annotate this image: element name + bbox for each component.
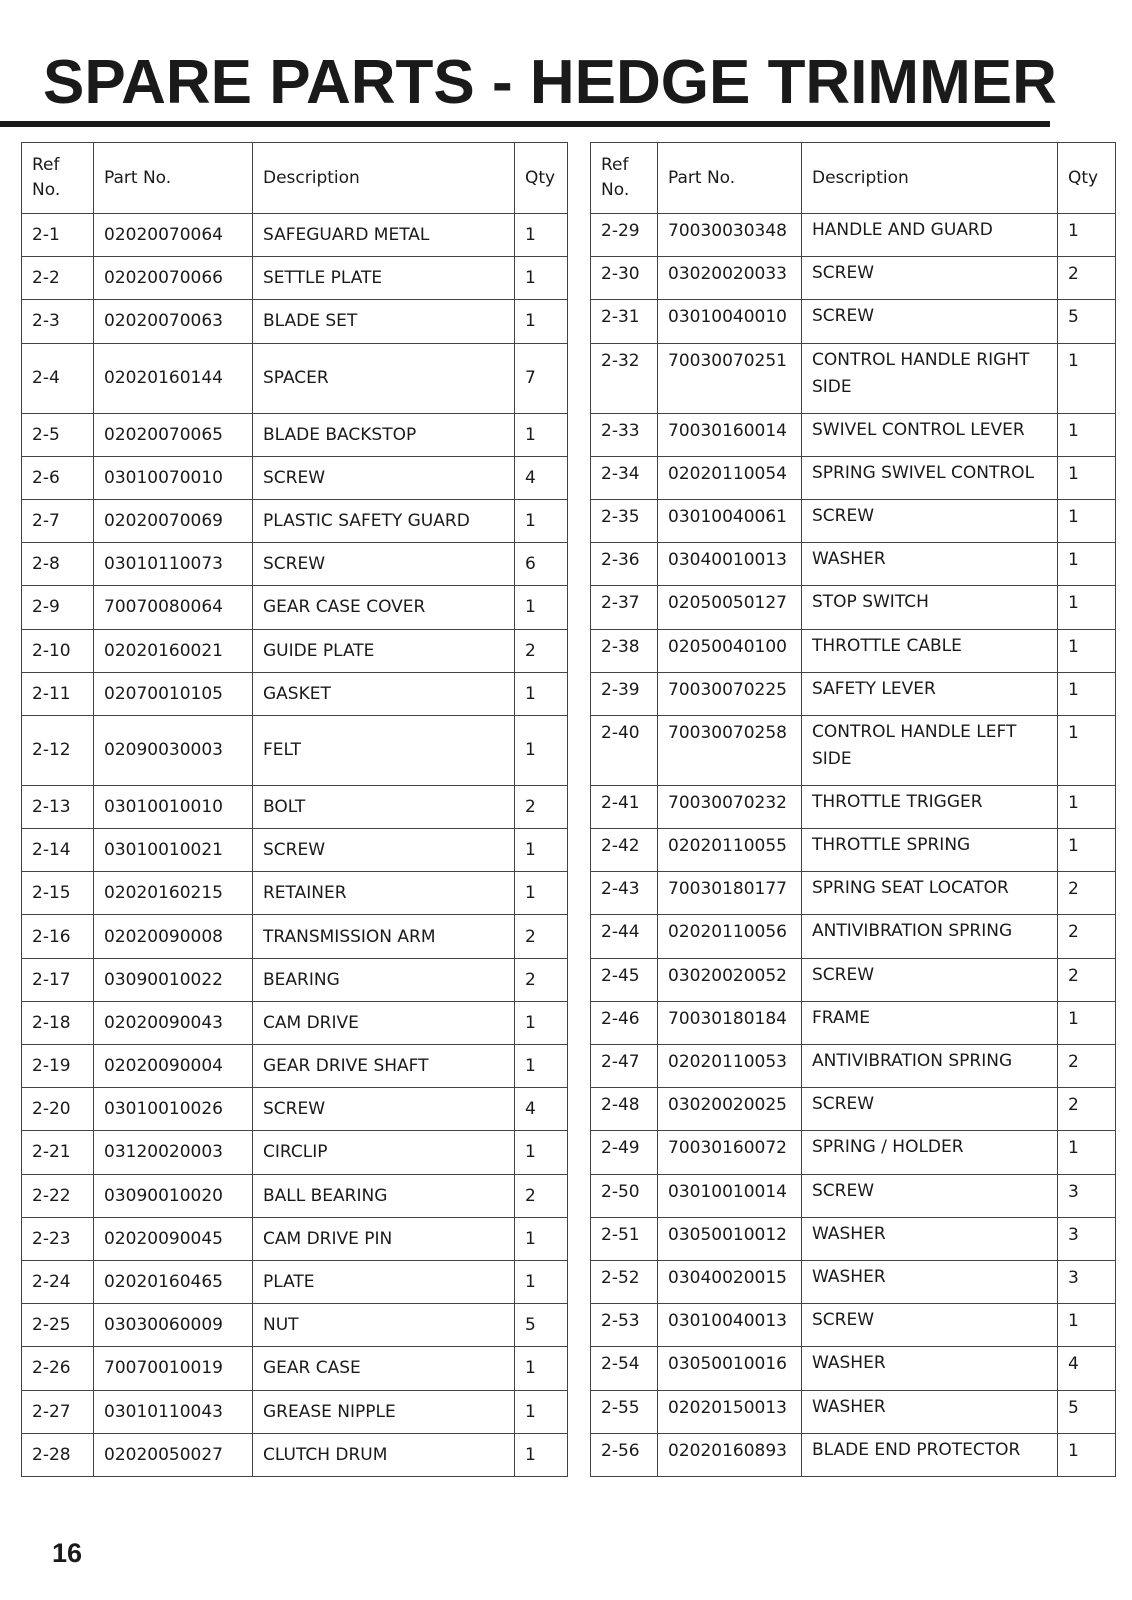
description-cell: TRANSMISSION ARM — [253, 915, 515, 958]
ref-cell: 2-24 — [22, 1260, 94, 1303]
description-cell: WASHER — [802, 1347, 1058, 1390]
ref-cell: 2-18 — [22, 1001, 94, 1044]
table-row — [591, 413, 1116, 456]
ref-cell: 2-53 — [591, 1304, 658, 1347]
qty-cell: 1 — [1058, 1131, 1116, 1174]
part-no-cell: 03010070010 — [94, 456, 253, 499]
table-row — [591, 958, 1116, 1001]
description-cell: PLASTIC SAFETY GUARD — [253, 499, 515, 542]
table-row — [22, 629, 568, 672]
qty-cell: 2 — [515, 1174, 568, 1217]
table-row — [591, 1433, 1116, 1476]
part-no-cell: 70070080064 — [94, 586, 253, 629]
part-no-cell: 02050040100 — [658, 629, 802, 672]
table-row — [591, 1045, 1116, 1088]
ref-cell: 2-36 — [591, 543, 658, 586]
description-cell: SETTLE PLATE — [253, 257, 515, 300]
ref-cell: 2-44 — [591, 915, 658, 958]
table-row — [22, 1217, 568, 1260]
qty-cell: 1 — [515, 300, 568, 343]
ref-cell: 2-48 — [591, 1088, 658, 1131]
part-no-cell: 02020160893 — [658, 1433, 802, 1476]
header-part-no: Part No. — [94, 143, 253, 214]
ref-cell: 2-28 — [22, 1433, 94, 1476]
ref-cell: 2-41 — [591, 785, 658, 828]
parts-table-left — [21, 142, 568, 1477]
part-no-cell: 70030160014 — [658, 413, 802, 456]
table-row — [22, 214, 568, 257]
table-row — [591, 1347, 1116, 1390]
part-no-cell: 03010010010 — [94, 785, 253, 828]
part-no-cell: 02020070064 — [94, 214, 253, 257]
qty-cell: 3 — [1058, 1217, 1116, 1260]
table-row — [22, 413, 568, 456]
table-row — [22, 343, 568, 413]
qty-cell: 2 — [515, 629, 568, 672]
ref-cell: 2-12 — [22, 715, 94, 785]
qty-cell: 1 — [1058, 785, 1116, 828]
qty-cell: 1 — [515, 829, 568, 872]
description-cell: CLUTCH DRUM — [253, 1433, 515, 1476]
header-qty: Qty — [515, 143, 568, 214]
part-no-cell: 02020150013 — [658, 1390, 802, 1433]
part-no-cell: 03120020003 — [94, 1131, 253, 1174]
table-row — [591, 829, 1116, 872]
ref-cell: 2-34 — [591, 456, 658, 499]
qty-cell: 1 — [515, 872, 568, 915]
ref-cell: 2-29 — [591, 214, 658, 257]
qty-cell: 1 — [1058, 413, 1116, 456]
ref-cell: 2-30 — [591, 257, 658, 300]
ref-cell: 2-54 — [591, 1347, 658, 1390]
part-no-cell: 70070010019 — [94, 1347, 253, 1390]
description-cell: WASHER — [802, 1390, 1058, 1433]
description-cell: BLADE BACKSTOP — [253, 413, 515, 456]
table-row — [591, 1390, 1116, 1433]
ref-cell: 2-10 — [22, 629, 94, 672]
ref-cell: 2-50 — [591, 1174, 658, 1217]
qty-cell: 1 — [1058, 456, 1116, 499]
description-cell: FELT — [253, 715, 515, 785]
part-no-cell: 02050050127 — [658, 586, 802, 629]
part-no-cell: 02020110054 — [658, 456, 802, 499]
table-row — [591, 629, 1116, 672]
part-no-cell: 02020070065 — [94, 413, 253, 456]
header-ref: Ref No. — [22, 143, 94, 214]
qty-cell: 2 — [1058, 915, 1116, 958]
part-no-cell: 03010010026 — [94, 1088, 253, 1131]
part-no-cell: 02020090045 — [94, 1217, 253, 1260]
qty-cell: 1 — [515, 214, 568, 257]
table-row — [591, 214, 1116, 257]
qty-cell: 1 — [515, 499, 568, 542]
description-cell: SPRING / HOLDER — [802, 1131, 1058, 1174]
ref-cell: 2-25 — [22, 1304, 94, 1347]
part-no-cell: 03090010022 — [94, 958, 253, 1001]
part-no-cell: 02020110056 — [658, 915, 802, 958]
part-no-cell: 03010010014 — [658, 1174, 802, 1217]
ref-cell: 2-1 — [22, 214, 94, 257]
table-row — [22, 672, 568, 715]
ref-cell: 2-8 — [22, 543, 94, 586]
table-row — [22, 715, 568, 785]
part-no-cell: 03040010013 — [658, 543, 802, 586]
ref-cell: 2-33 — [591, 413, 658, 456]
qty-cell: 2 — [1058, 1088, 1116, 1131]
qty-cell: 4 — [1058, 1347, 1116, 1390]
description-cell: GREASE NIPPLE — [253, 1390, 515, 1433]
table-row — [591, 672, 1116, 715]
part-no-cell: 03040020015 — [658, 1260, 802, 1303]
table-row — [591, 872, 1116, 915]
table-row — [591, 543, 1116, 586]
description-cell: STOP SWITCH — [802, 586, 1058, 629]
description-cell: SCREW — [802, 1088, 1058, 1131]
table-row — [22, 1001, 568, 1044]
description-cell: SAFETY LEVER — [802, 672, 1058, 715]
ref-cell: 2-39 — [591, 672, 658, 715]
qty-cell: 1 — [1058, 214, 1116, 257]
ref-cell: 2-16 — [22, 915, 94, 958]
ref-cell: 2-19 — [22, 1045, 94, 1088]
qty-cell: 2 — [1058, 257, 1116, 300]
part-no-cell: 03020020033 — [658, 257, 802, 300]
part-no-cell: 70030030348 — [658, 214, 802, 257]
table-row — [22, 1045, 568, 1088]
table-row — [22, 257, 568, 300]
ref-cell: 2-3 — [22, 300, 94, 343]
table-row — [591, 715, 1116, 785]
ref-cell: 2-45 — [591, 958, 658, 1001]
ref-cell: 2-11 — [22, 672, 94, 715]
description-cell: SCREW — [253, 456, 515, 499]
ref-cell: 2-14 — [22, 829, 94, 872]
table-row — [591, 1174, 1116, 1217]
qty-cell: 6 — [515, 543, 568, 586]
part-no-cell: 02020160215 — [94, 872, 253, 915]
description-cell: WASHER — [802, 1260, 1058, 1303]
description-cell: HANDLE AND GUARD — [802, 214, 1058, 257]
description-cell: BOLT — [253, 785, 515, 828]
table-row — [22, 958, 568, 1001]
qty-cell: 3 — [1058, 1260, 1116, 1303]
ref-cell: 2-9 — [22, 586, 94, 629]
qty-cell: 1 — [1058, 586, 1116, 629]
part-no-cell: 03010040061 — [658, 499, 802, 542]
ref-cell: 2-4 — [22, 343, 94, 413]
table-header-row — [22, 143, 568, 214]
description-cell: BLADE END PROTECTOR — [802, 1433, 1058, 1476]
description-cell: BALL BEARING — [253, 1174, 515, 1217]
qty-cell: 1 — [1058, 1304, 1116, 1347]
ref-cell: 2-31 — [591, 300, 658, 343]
ref-cell: 2-49 — [591, 1131, 658, 1174]
description-cell: CAM DRIVE — [253, 1001, 515, 1044]
table-row — [591, 1131, 1116, 1174]
qty-cell: 1 — [515, 1045, 568, 1088]
qty-cell: 1 — [1058, 343, 1116, 413]
description-cell: SCREW — [802, 1174, 1058, 1217]
description-cell: ANTIVIBRATION SPRING — [802, 915, 1058, 958]
qty-cell: 5 — [1058, 1390, 1116, 1433]
part-no-cell: 03020020052 — [658, 958, 802, 1001]
description-cell: SCREW — [253, 829, 515, 872]
part-no-cell: 02070010105 — [94, 672, 253, 715]
ref-cell: 2-26 — [22, 1347, 94, 1390]
part-no-cell: 70030070232 — [658, 785, 802, 828]
table-row — [591, 586, 1116, 629]
qty-cell: 1 — [515, 1390, 568, 1433]
description-cell: SWIVEL CONTROL LEVER — [802, 413, 1058, 456]
ref-cell: 2-7 — [22, 499, 94, 542]
description-cell: GUIDE PLATE — [253, 629, 515, 672]
table-row — [22, 1088, 568, 1131]
description-cell: CONTROL HANDLE RIGHT SIDE — [802, 343, 1058, 413]
qty-cell: 2 — [515, 785, 568, 828]
ref-cell: 2-35 — [591, 499, 658, 542]
table-row — [22, 1433, 568, 1476]
part-no-cell: 02020160021 — [94, 629, 253, 672]
qty-cell: 1 — [1058, 499, 1116, 542]
table-row — [22, 1131, 568, 1174]
description-cell: THROTTLE TRIGGER — [802, 785, 1058, 828]
qty-cell: 1 — [1058, 672, 1116, 715]
ref-cell: 2-51 — [591, 1217, 658, 1260]
title-underline — [0, 121, 1050, 127]
table-header-row — [591, 143, 1116, 214]
description-cell: GEAR DRIVE SHAFT — [253, 1045, 515, 1088]
table-row — [22, 499, 568, 542]
header-description: Description — [802, 143, 1058, 214]
ref-cell: 2-17 — [22, 958, 94, 1001]
table-row — [591, 915, 1116, 958]
part-no-cell: 02020070069 — [94, 499, 253, 542]
ref-cell: 2-22 — [22, 1174, 94, 1217]
qty-cell: 1 — [515, 1433, 568, 1476]
part-no-cell: 02020070066 — [94, 257, 253, 300]
qty-cell: 5 — [515, 1304, 568, 1347]
qty-cell: 1 — [1058, 543, 1116, 586]
table-row — [22, 1304, 568, 1347]
ref-cell: 2-38 — [591, 629, 658, 672]
qty-cell: 1 — [515, 1347, 568, 1390]
table-row — [591, 456, 1116, 499]
header-ref: Ref No. — [591, 143, 658, 214]
ref-cell: 2-32 — [591, 343, 658, 413]
description-cell: SCREW — [253, 1088, 515, 1131]
table-row — [22, 586, 568, 629]
part-no-cell: 70030070251 — [658, 343, 802, 413]
description-cell: RETAINER — [253, 872, 515, 915]
table-row — [591, 785, 1116, 828]
part-no-cell: 02020090008 — [94, 915, 253, 958]
table-row — [22, 1390, 568, 1433]
description-cell: PLATE — [253, 1260, 515, 1303]
qty-cell: 1 — [1058, 1433, 1116, 1476]
page-title: SPARE PARTS - HEDGE TRIMMER — [43, 48, 1057, 117]
table-row — [22, 915, 568, 958]
description-cell: SCREW — [802, 499, 1058, 542]
description-cell: SCREW — [802, 958, 1058, 1001]
qty-cell: 2 — [515, 915, 568, 958]
qty-cell: 4 — [515, 1088, 568, 1131]
description-cell: SCREW — [802, 300, 1058, 343]
description-cell: WASHER — [802, 543, 1058, 586]
description-cell: BLADE SET — [253, 300, 515, 343]
part-no-cell: 03010040013 — [658, 1304, 802, 1347]
table-row — [22, 872, 568, 915]
description-cell: GASKET — [253, 672, 515, 715]
table-row — [22, 1174, 568, 1217]
part-no-cell: 03050010016 — [658, 1347, 802, 1390]
table-row — [591, 300, 1116, 343]
description-cell: ANTIVIBRATION SPRING — [802, 1045, 1058, 1088]
qty-cell: 1 — [1058, 829, 1116, 872]
part-no-cell: 70030160072 — [658, 1131, 802, 1174]
part-no-cell: 02090030003 — [94, 715, 253, 785]
qty-cell: 1 — [515, 413, 568, 456]
header-part-no: Part No. — [658, 143, 802, 214]
description-cell: SCREW — [253, 543, 515, 586]
header-description: Description — [253, 143, 515, 214]
description-cell: CIRCLIP — [253, 1131, 515, 1174]
part-no-cell: 70030070258 — [658, 715, 802, 785]
part-no-cell: 02020160144 — [94, 343, 253, 413]
description-cell: SPRING SEAT LOCATOR — [802, 872, 1058, 915]
qty-cell: 1 — [515, 672, 568, 715]
description-cell: GEAR CASE COVER — [253, 586, 515, 629]
table-row — [22, 456, 568, 499]
header-qty: Qty — [1058, 143, 1116, 214]
description-cell: FRAME — [802, 1001, 1058, 1044]
description-cell: THROTTLE SPRING — [802, 829, 1058, 872]
ref-cell: 2-21 — [22, 1131, 94, 1174]
table-row — [22, 829, 568, 872]
description-cell: CAM DRIVE PIN — [253, 1217, 515, 1260]
part-no-cell: 03050010012 — [658, 1217, 802, 1260]
ref-cell: 2-2 — [22, 257, 94, 300]
table-row — [22, 1347, 568, 1390]
description-cell: SPRING SWIVEL CONTROL — [802, 456, 1058, 499]
ref-cell: 2-23 — [22, 1217, 94, 1260]
table-row — [591, 1304, 1116, 1347]
part-no-cell: 70030070225 — [658, 672, 802, 715]
ref-cell: 2-37 — [591, 586, 658, 629]
description-cell: WASHER — [802, 1217, 1058, 1260]
part-no-cell: 02020050027 — [94, 1433, 253, 1476]
qty-cell: 1 — [515, 1001, 568, 1044]
qty-cell: 2 — [1058, 958, 1116, 1001]
ref-cell: 2-47 — [591, 1045, 658, 1088]
qty-cell: 5 — [1058, 300, 1116, 343]
qty-cell: 4 — [515, 456, 568, 499]
ref-cell: 2-42 — [591, 829, 658, 872]
part-no-cell: 03090010020 — [94, 1174, 253, 1217]
qty-cell: 1 — [515, 715, 568, 785]
part-no-cell: 03010110073 — [94, 543, 253, 586]
part-no-cell: 02020090004 — [94, 1045, 253, 1088]
part-no-cell: 02020070063 — [94, 300, 253, 343]
description-cell: CONTROL HANDLE LEFT SIDE — [802, 715, 1058, 785]
parts-table-right — [590, 142, 1116, 1477]
qty-cell: 2 — [1058, 872, 1116, 915]
qty-cell: 1 — [1058, 1001, 1116, 1044]
qty-cell: 1 — [515, 1260, 568, 1303]
ref-cell: 2-46 — [591, 1001, 658, 1044]
qty-cell: 1 — [515, 1217, 568, 1260]
ref-cell: 2-27 — [22, 1390, 94, 1433]
table-row — [591, 1088, 1116, 1131]
ref-cell: 2-20 — [22, 1088, 94, 1131]
table-row — [591, 1260, 1116, 1303]
description-cell: SCREW — [802, 257, 1058, 300]
ref-cell: 2-52 — [591, 1260, 658, 1303]
qty-cell: 1 — [1058, 715, 1116, 785]
qty-cell: 1 — [515, 586, 568, 629]
table-row — [22, 785, 568, 828]
part-no-cell: 02020110055 — [658, 829, 802, 872]
ref-cell: 2-43 — [591, 872, 658, 915]
part-no-cell: 70030180177 — [658, 872, 802, 915]
table-row — [22, 300, 568, 343]
table-row — [591, 1217, 1116, 1260]
ref-cell: 2-55 — [591, 1390, 658, 1433]
qty-cell: 1 — [515, 1131, 568, 1174]
description-cell: SCREW — [802, 1304, 1058, 1347]
part-no-cell: 70030180184 — [658, 1001, 802, 1044]
ref-cell: 2-6 — [22, 456, 94, 499]
ref-cell: 2-56 — [591, 1433, 658, 1476]
part-no-cell: 03010110043 — [94, 1390, 253, 1433]
table-row — [591, 257, 1116, 300]
table-row — [591, 1001, 1116, 1044]
part-no-cell: 02020160465 — [94, 1260, 253, 1303]
part-no-cell: 02020110053 — [658, 1045, 802, 1088]
qty-cell: 2 — [515, 958, 568, 1001]
page-number: 16 — [52, 1538, 83, 1568]
part-no-cell: 03020020025 — [658, 1088, 802, 1131]
ref-cell: 2-15 — [22, 872, 94, 915]
description-cell: BEARING — [253, 958, 515, 1001]
description-cell: SPACER — [253, 343, 515, 413]
part-no-cell: 03030060009 — [94, 1304, 253, 1347]
table-row — [22, 1260, 568, 1303]
qty-cell: 2 — [1058, 1045, 1116, 1088]
description-cell: THROTTLE CABLE — [802, 629, 1058, 672]
part-no-cell: 03010040010 — [658, 300, 802, 343]
qty-cell: 1 — [1058, 629, 1116, 672]
table-row — [591, 499, 1116, 542]
qty-cell: 7 — [515, 343, 568, 413]
ref-cell: 2-5 — [22, 413, 94, 456]
table-row — [22, 543, 568, 586]
part-no-cell: 03010010021 — [94, 829, 253, 872]
ref-cell: 2-40 — [591, 715, 658, 785]
table-row — [591, 343, 1116, 413]
description-cell: SAFEGUARD METAL — [253, 214, 515, 257]
ref-cell: 2-13 — [22, 785, 94, 828]
qty-cell: 3 — [1058, 1174, 1116, 1217]
qty-cell: 1 — [515, 257, 568, 300]
description-cell: NUT — [253, 1304, 515, 1347]
description-cell: GEAR CASE — [253, 1347, 515, 1390]
part-no-cell: 02020090043 — [94, 1001, 253, 1044]
